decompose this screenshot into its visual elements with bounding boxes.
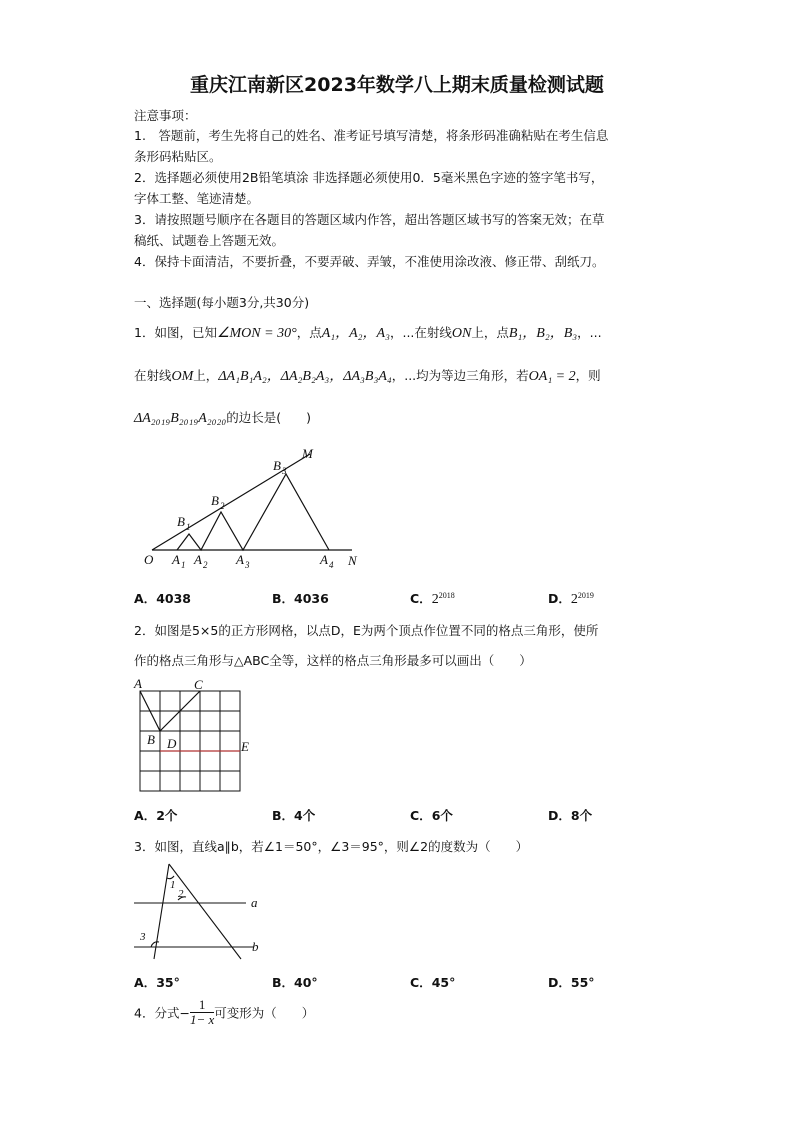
q4-fraction-numerator: 1 xyxy=(190,998,214,1013)
option-exponent: 2018 xyxy=(438,590,455,600)
q1-ray-om: OM xyxy=(171,369,194,384)
q1-figure xyxy=(140,440,380,575)
q1-fig-sub: 1 xyxy=(186,522,191,532)
q2-fig-label-d: D xyxy=(167,736,177,751)
option-letter: D． xyxy=(548,808,571,823)
option-letter: B． xyxy=(272,808,295,823)
q1-fig-label-a4: A xyxy=(320,552,328,567)
q2-option-a[interactable] xyxy=(134,806,177,824)
q3-angle-3-label: 3 xyxy=(140,931,146,943)
q2-fig-label-e: E xyxy=(241,739,249,754)
q1-option-d[interactable] xyxy=(548,589,594,608)
q3-option-a[interactable] xyxy=(134,973,180,991)
option-exponent: 2019 xyxy=(577,590,594,600)
option-text: 35° xyxy=(156,975,180,990)
q2-option-c[interactable] xyxy=(410,806,453,824)
q1-text: 1．如图，已知 xyxy=(134,325,217,340)
option-letter: B． xyxy=(272,975,295,990)
q4-text: 4．分式− xyxy=(134,1005,190,1021)
notice-line: 2．选择题必须使用2B铅笔填涂 非选择题必须使用0．5毫米黑色字迹的签字笔书写， xyxy=(134,170,604,185)
q2-option-b[interactable] xyxy=(272,806,315,824)
q1-angle: ∠MON = 30° xyxy=(216,326,297,341)
option-text: 6个 xyxy=(431,808,453,823)
q1-target-triangle: ΔA₂₀₁₉B₂₀₁₉A₂₀₂₀ xyxy=(134,411,227,426)
question-1-line-2 xyxy=(134,365,601,385)
option-letter: C． xyxy=(410,975,432,990)
q1-text: ，点 xyxy=(296,325,322,340)
q4-text: 可变形为（ ） xyxy=(214,1005,315,1021)
question-2-line-1: 2．如图是5×5的正方形网格，以点D，E为两个顶点作位置不同的格点三角形，使所 xyxy=(134,623,599,638)
option-text: 55° xyxy=(570,975,595,990)
q1-text: 上， xyxy=(193,368,219,383)
option-letter: C． xyxy=(410,808,432,823)
q2-fig-label-a: A xyxy=(134,676,142,691)
option-base: 2 xyxy=(570,592,578,607)
q1-text: 的边长是( ) xyxy=(226,410,312,425)
notice-line: 3．请按照题号顺序在各题目的答题区域内作答，超出答题区域书写的答案无效；在草 xyxy=(134,212,605,227)
q1-fig-label-b3: B xyxy=(273,458,281,473)
q1-fig-label-a3: A xyxy=(236,552,244,567)
q1-fig-label-b1: B xyxy=(177,514,185,529)
question-1-line-3 xyxy=(134,408,311,427)
q4-fraction xyxy=(190,998,214,1027)
q3-angle-1-label: 1 xyxy=(170,879,176,891)
option-text: 4036 xyxy=(294,591,329,606)
q1-fig-label-a2: A xyxy=(194,552,202,567)
q1-option-c[interactable] xyxy=(410,589,455,608)
q1-text: ，则 xyxy=(575,368,601,383)
q3-angle-2-label: 2 xyxy=(178,888,184,900)
q3-figure xyxy=(128,856,278,966)
q1-ray-on: ON xyxy=(451,326,472,341)
option-text: 4038 xyxy=(156,591,191,606)
q1-text: 在射线 xyxy=(134,368,172,383)
q3-line-a-label: a xyxy=(251,895,258,910)
question-3-line: 3．如图，直线a∥b，若∠1＝50°，∠3＝95°，则∠2的度数为（ ） xyxy=(134,839,529,854)
option-text: 8个 xyxy=(570,808,593,823)
option-text: 2个 xyxy=(156,808,178,823)
option-letter: A． xyxy=(134,975,157,990)
q3-option-c[interactable] xyxy=(410,973,455,991)
q1-fig-label-a1: A xyxy=(172,552,180,567)
q3-option-d[interactable] xyxy=(548,973,595,991)
option-letter: D． xyxy=(548,591,571,606)
q1-fig-sub: 1 xyxy=(181,560,186,570)
q1-fig-sub: 3 xyxy=(245,560,250,570)
page-title: 重庆江南新区2023年数学八上期末质量检测试题 xyxy=(190,74,604,96)
option-letter: C． xyxy=(410,591,432,606)
question-4-line xyxy=(134,998,314,1027)
q2-grid-figure xyxy=(130,676,260,796)
q1-fig-label-o: O xyxy=(144,552,154,567)
q1-fig-sub: 3 xyxy=(282,466,287,476)
option-letter: D． xyxy=(548,975,571,990)
question-1-line-1 xyxy=(134,322,602,342)
q3-option-b[interactable] xyxy=(272,973,318,991)
q1-text: ，...在射线 xyxy=(389,325,452,340)
section-heading: 一、选择题(每小题3分,共30分) xyxy=(134,295,310,310)
q1-fig-sub: 4 xyxy=(329,560,334,570)
notice-line: 4．保持卡面清洁，不要折叠，不要弄破、弄皱，不准使用涂改液、修正带、刮纸刀。 xyxy=(134,254,605,269)
question-2-line-2: 作的格点三角形与△ABC全等，这样的格点三角形最多可以画出（ ） xyxy=(134,653,532,668)
option-text: 45° xyxy=(431,975,456,990)
q1-text: ，...均为等边三角形，若 xyxy=(391,368,529,383)
q1-condition: OA₁ = 2 xyxy=(528,369,576,384)
notice-heading: 注意事项： xyxy=(134,108,197,123)
q1-fig-label-b2: B xyxy=(211,493,219,508)
q2-fig-label-c: C xyxy=(194,677,203,692)
option-letter: B． xyxy=(272,591,295,606)
q1-text: ，... xyxy=(577,325,602,340)
q1-option-b[interactable] xyxy=(272,589,329,607)
q1-fig-sub: 2 xyxy=(220,501,225,511)
q4-fraction-denominator: 1− x xyxy=(189,1012,215,1027)
option-letter: A． xyxy=(134,808,157,823)
q1-points-b: B₁，B₂，B₃ xyxy=(508,326,578,341)
option-letter: A． xyxy=(134,591,157,606)
notice-line: 1. 答题前，考生先将自己的姓名、准考证号填写清楚，将条形码准确粘贴在考生信息 xyxy=(134,128,609,143)
q1-fig-label-m: M xyxy=(302,446,313,461)
option-base: 2 xyxy=(431,592,439,607)
q1-option-a[interactable] xyxy=(134,589,191,607)
q1-points-a: A₁，A₂，A₃ xyxy=(321,326,390,341)
q3-line-b-label: b xyxy=(252,939,259,954)
q1-text: 上，点 xyxy=(471,325,509,340)
notice-line: 字体工整、笔迹清楚。 xyxy=(134,191,260,206)
option-text: 4个 xyxy=(294,808,316,823)
q2-option-d[interactable] xyxy=(548,806,592,824)
q2-fig-label-b: B xyxy=(147,732,155,747)
notice-line: 条形码粘贴区。 xyxy=(134,149,222,164)
option-text: 40° xyxy=(294,975,318,990)
notice-line: 稿纸、试题卷上答题无效。 xyxy=(134,233,285,248)
q1-triangles: ΔA₁B₁A₂，ΔA₂B₂A₃，ΔA₃B₃A₄ xyxy=(218,369,392,384)
q1-fig-label-n: N xyxy=(348,553,357,568)
q1-fig-sub: 2 xyxy=(203,560,208,570)
